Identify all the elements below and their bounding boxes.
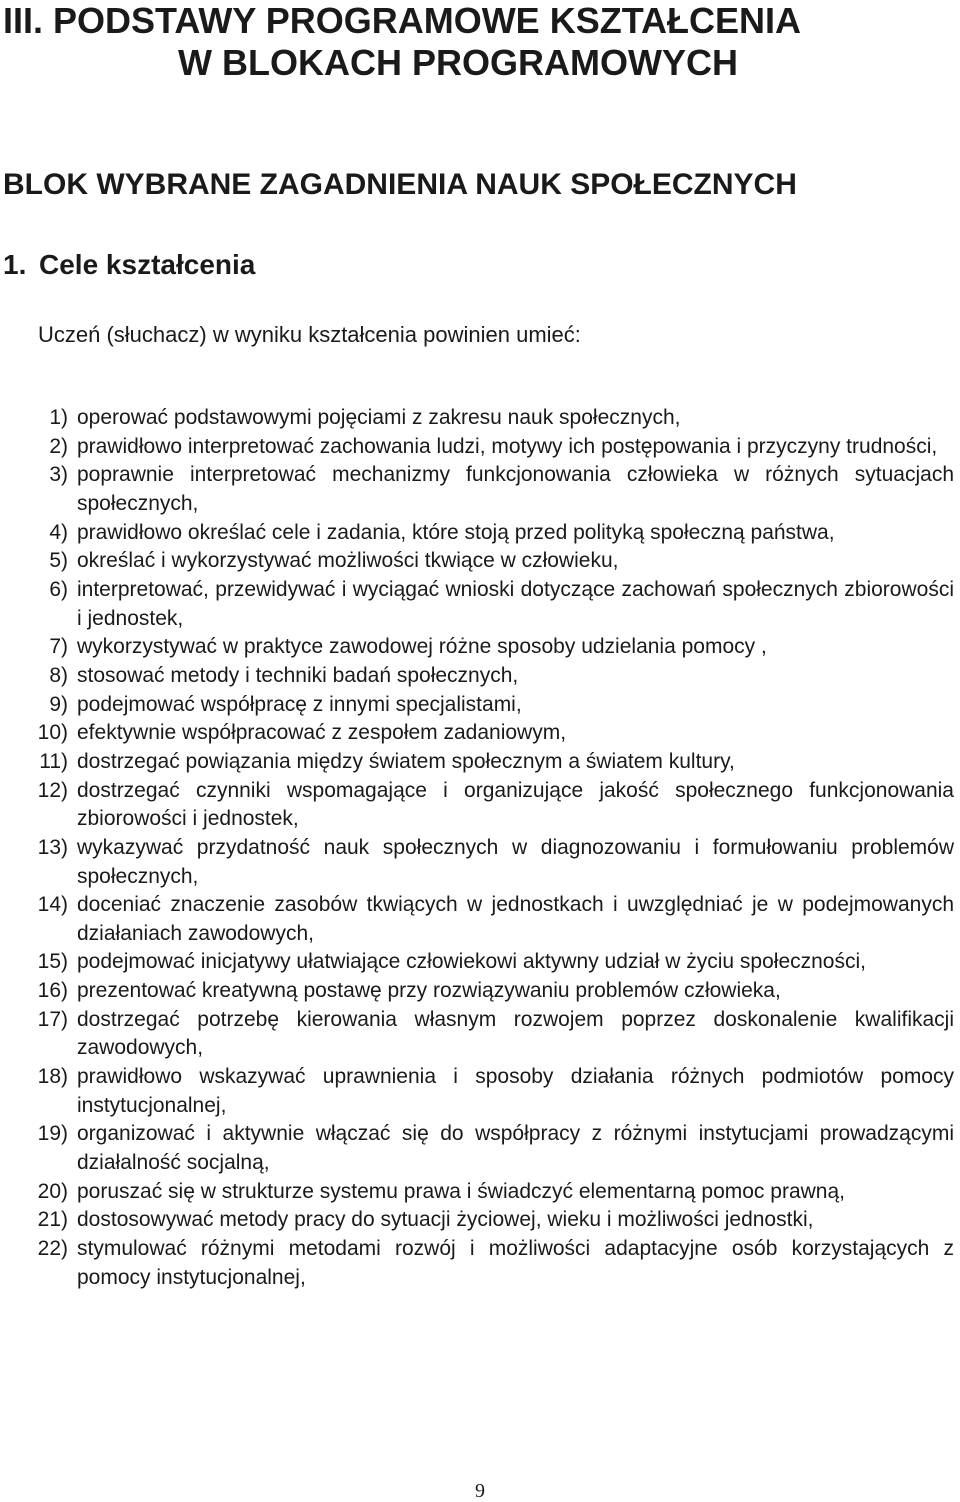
- list-item-number: 5): [49, 549, 68, 573]
- list-item-text: podejmować współpracę z innymi specjalistami,: [77, 692, 522, 716]
- list-item-number: 22): [37, 1237, 68, 1261]
- list-item: [0, 1178, 960, 1207]
- list-item-text: prawidłowo określać cele i zadania, które stoją przed polityką społeczną państwa,: [77, 520, 835, 544]
- block-title: BLOK WYBRANE ZAGADNIENIA NAUK SPOŁECZNYCH: [3, 168, 797, 201]
- list-item-text: dostrzegać potrzebę kierowania własnym rozwojem poprzez doskonalenie kwalifikacji zawodowych,: [77, 1007, 954, 1060]
- list-item: [0, 748, 960, 777]
- list-item-text: doceniać znaczenie zasobów tkwiących w jednostkach i uwzględniać je w podejmowanych działaniach zawodowych,: [77, 893, 954, 945]
- list-item-text: stymulować różnymi metodami rozwój i możliwości adaptacyjne osób korzystających z pomocy instytucjonalnej,: [77, 1237, 954, 1289]
- list-item-number: 16): [37, 979, 68, 1003]
- list-item-number: 1): [49, 406, 68, 429]
- list-item-text: organizować i aktywnie włączać się do współpracy z różnymi instytucjami prowadzącymi działalność socjalną,: [77, 1122, 954, 1175]
- list-item-text: operować podstawowymi pojęciami z zakresu nauk społecznych,: [77, 406, 681, 429]
- list-item: [0, 519, 960, 548]
- list-item-number: 9): [49, 692, 68, 716]
- list-item-text: prawidłowo interpretować zachowania ludzi, motywy ich postępowania i przyczyny trudności,: [77, 434, 938, 458]
- list-item-text: dostrzegać czynniki wspomagające i organizujące jakość społecznego funkcjonowania zbiorowości i jednostek,: [77, 778, 954, 831]
- list-item-number: 21): [37, 1208, 68, 1232]
- list-item-number: 3): [49, 463, 68, 487]
- list-item-text: poruszać się w strukturze systemu prawa i świadczyć elementarną pomoc prawną,: [77, 1179, 845, 1203]
- list-item: [0, 1206, 960, 1235]
- list-item-text: wykazywać przydatność nauk społecznych w diagnozowaniu i formułowaniu problemów społecznych,: [77, 835, 954, 888]
- list-item-number: 17): [37, 1007, 68, 1031]
- list-item-number: 20): [37, 1179, 68, 1203]
- list-item-number: 12): [37, 778, 68, 802]
- list-item-text: wykorzystywać w praktyce zawodowej różne sposoby udzielania pomocy ,: [77, 635, 767, 659]
- list-item-number: 14): [37, 893, 68, 917]
- list-item-number: 15): [37, 950, 68, 974]
- list-item: [0, 1235, 960, 1292]
- list-item: [0, 433, 960, 462]
- list-item-number: 6): [49, 577, 68, 601]
- list-item: [0, 891, 960, 948]
- list-item: [0, 948, 960, 977]
- section-heading: [3, 249, 255, 281]
- list-item-number: 19): [37, 1122, 68, 1146]
- list-item: [0, 777, 960, 834]
- list-item-text: stosować metody i techniki badań społecznych,: [77, 663, 519, 687]
- chapter-heading-line-2: W BLOKACH PROGRAMOWYCH: [178, 42, 738, 83]
- list-item: [0, 633, 960, 662]
- section-title: Cele kształcenia: [39, 249, 256, 280]
- list-item-number: 8): [49, 663, 68, 687]
- list-item-number: 4): [49, 520, 68, 544]
- intro-text: Uczeń (słuchacz) w wyniku kształcenia powinien umieć:: [38, 322, 581, 347]
- list-item-number: 7): [49, 635, 68, 659]
- list-item: [0, 1006, 960, 1063]
- list-item: [0, 662, 960, 691]
- list-item-text: poprawnie interpretować mechanizmy funkcjonowania człowieka w różnych sytuacjach społecznych,: [77, 463, 954, 515]
- list-item: [0, 547, 960, 576]
- list-item: [0, 576, 960, 633]
- list-item: [0, 1120, 960, 1177]
- chapter-heading-line-1: III. PODSTAWY PROGRAMOWE KSZTAŁCENIA: [3, 0, 802, 41]
- goals-list: [0, 404, 960, 1292]
- list-item-text: podejmować inicjatywy ułatwiające człowiekowi aktywny udział w życiu społeczności,: [77, 950, 866, 974]
- list-item-text: prezentować kreatywną postawę przy rozwiązywaniu problemów człowieka,: [77, 979, 781, 1003]
- list-item-number: 2): [49, 434, 68, 458]
- list-item: [0, 719, 960, 748]
- list-item-number: 13): [37, 835, 68, 859]
- list-item: [0, 834, 960, 891]
- section-number: 1.: [3, 249, 27, 280]
- list-item: [0, 977, 960, 1006]
- list-item-text: dostrzegać powiązania między światem społecznym a światem kultury,: [77, 749, 735, 773]
- list-item: [0, 1063, 960, 1120]
- list-item-text: prawidłowo wskazywać uprawnienia i sposoby działania różnych podmiotów pomocy instytucjonalnej,: [77, 1065, 954, 1117]
- list-item: [0, 404, 960, 433]
- list-item-text: efektywnie współpracować z zespołem zadaniowym,: [77, 721, 567, 745]
- list-item-text: dostosowywać metody pracy do sytuacji życiowej, wieku i możliwości jednostki,: [77, 1208, 814, 1232]
- list-item-text: określać i wykorzystywać możliwości tkwiące w człowieku,: [77, 549, 619, 573]
- list-item: [0, 461, 960, 518]
- list-item-text: interpretować, przewidywać i wyciągać wnioski dotyczące zachowań społecznych zbiorowości i jednostek,: [77, 577, 954, 630]
- list-item-number: 18): [37, 1065, 68, 1089]
- page-number: 9: [475, 1480, 485, 1502]
- list-item: [0, 691, 960, 720]
- list-item-number: 11): [39, 749, 68, 773]
- list-item-number: 10): [37, 721, 68, 745]
